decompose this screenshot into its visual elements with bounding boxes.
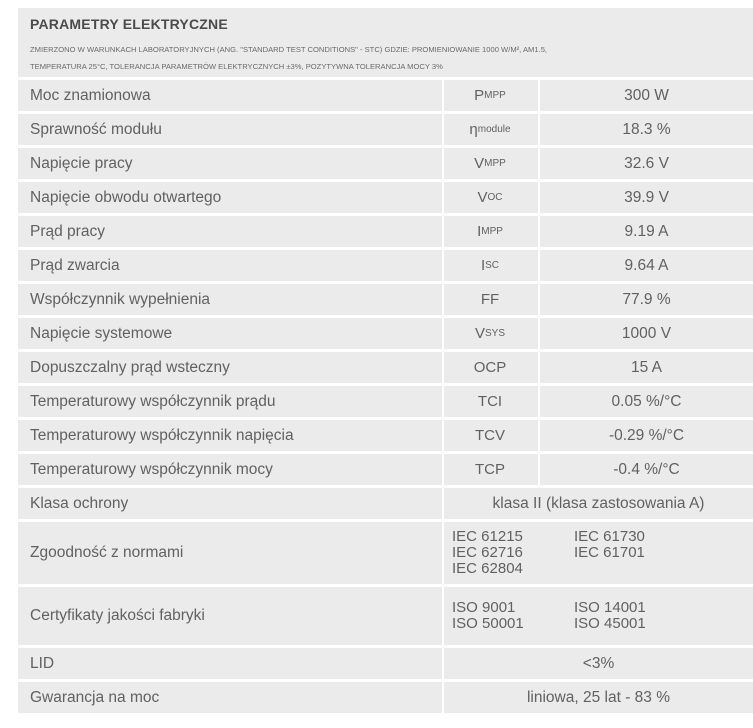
column-divider xyxy=(538,318,540,349)
parameter-label: Temperaturowy współczynnik prądu xyxy=(30,392,276,410)
parameter-symbol: FF xyxy=(480,291,500,308)
parameter-label: Prąd zwarcia xyxy=(30,256,120,274)
parameter-label: Współczynnik wypełnienia xyxy=(30,290,211,308)
parameter-value-list xyxy=(452,522,696,584)
parameter-row xyxy=(18,284,753,315)
parameter-label: LID xyxy=(30,654,55,672)
column-divider xyxy=(538,386,540,417)
column-divider xyxy=(442,488,444,519)
parameter-label: Napięcie pracy xyxy=(30,154,133,172)
parameter-row xyxy=(18,420,753,451)
parameter-row xyxy=(18,114,753,145)
column-divider xyxy=(442,250,444,281)
column-divider xyxy=(442,182,444,213)
value-item: ISO 45001 xyxy=(574,615,646,632)
column-divider xyxy=(442,648,444,679)
column-divider xyxy=(442,682,444,713)
parameter-label: Certyfikaty jakości fabryki xyxy=(30,607,205,624)
parameter-value: -0.4 %/°C xyxy=(613,460,680,478)
column-divider xyxy=(442,318,444,349)
column-divider xyxy=(442,386,444,417)
parameter-label: Temperaturowy współczynnik mocy xyxy=(30,460,273,478)
column-divider xyxy=(442,454,444,485)
column-divider xyxy=(442,114,444,145)
standards-row xyxy=(18,522,753,584)
parameter-value: 15 A xyxy=(630,358,663,376)
parameter-row xyxy=(18,454,753,485)
parameter-row xyxy=(18,250,753,281)
parameter-symbol: V OC xyxy=(477,189,503,206)
column-divider xyxy=(442,284,444,315)
parameter-label: Napięcie obwodu otwartego xyxy=(30,188,222,206)
parameter-value: -0.29 %/°C xyxy=(608,426,685,444)
column-divider xyxy=(538,250,540,281)
column-divider xyxy=(538,182,540,213)
parameter-symbol: V SYS xyxy=(474,325,506,342)
parameter-symbol: TCP xyxy=(475,461,505,478)
parameter-value: 18.3 % xyxy=(622,120,671,138)
column-divider xyxy=(442,587,444,645)
warranty-row xyxy=(18,682,753,713)
certificates-row xyxy=(18,587,753,645)
column-divider xyxy=(538,114,540,145)
parameter-value: <3% xyxy=(582,654,615,672)
parameter-row xyxy=(18,352,753,383)
parameter-row xyxy=(18,148,753,179)
column-divider xyxy=(442,80,444,111)
value-item: IEC 62716 xyxy=(452,544,523,561)
parameter-value: 9.64 A xyxy=(624,256,669,274)
parameter-symbol: OCP xyxy=(473,359,507,376)
parameter-value: 1000 V xyxy=(621,324,672,342)
parameter-symbol: I MPP xyxy=(477,223,503,240)
parameter-symbol: P MPP xyxy=(474,87,506,104)
parameter-label: Sprawność modułu xyxy=(30,120,162,138)
protection-class-row xyxy=(18,488,753,519)
value-item: ISO 9001 xyxy=(452,599,516,616)
column-divider xyxy=(538,420,540,451)
parameter-value: 0.05 %/°C xyxy=(611,392,682,410)
column-divider xyxy=(442,420,444,451)
parameter-label: Napięcie systemowe xyxy=(30,324,173,342)
parameter-symbol: η module xyxy=(469,121,511,138)
value-item: IEC 61215 xyxy=(452,528,523,545)
value-line xyxy=(452,529,696,545)
column-divider xyxy=(538,284,540,315)
value-item: ISO 14001 xyxy=(574,599,646,616)
lid-row xyxy=(18,648,753,679)
parameter-row xyxy=(18,318,753,349)
value-line xyxy=(452,600,696,616)
parameter-value-list xyxy=(452,587,696,645)
column-divider xyxy=(538,454,540,485)
value-line xyxy=(452,616,696,632)
value-line xyxy=(452,561,696,577)
parameter-symbol: TCI xyxy=(477,393,503,410)
column-divider xyxy=(442,216,444,247)
parameter-value: 300 W xyxy=(624,86,669,104)
value-line xyxy=(452,545,696,561)
parameter-label: Zgoodność z normami xyxy=(30,544,184,561)
value-item: IEC 61730 xyxy=(574,528,645,545)
parameter-value: klasa II (klasa zastosowania A) xyxy=(492,494,705,512)
parameter-row xyxy=(18,80,753,111)
parameter-label: Dopuszczalny prąd wsteczny xyxy=(30,358,230,376)
parameter-row xyxy=(18,216,753,247)
parameter-symbol: I SC xyxy=(480,257,500,274)
column-divider xyxy=(538,148,540,179)
parameter-value: liniowa, 25 lat - 83 % xyxy=(526,688,671,706)
parameter-value: 39.9 V xyxy=(624,188,669,206)
parameter-value: 32.6 V xyxy=(624,154,669,172)
parameter-value: 77.9 % xyxy=(622,290,671,308)
column-divider xyxy=(538,216,540,247)
parameter-label: Moc znamionowa xyxy=(30,86,151,104)
parameter-value: 9.19 A xyxy=(624,222,669,240)
section-title: PARAMETRY ELEKTRYCZNE xyxy=(30,16,228,32)
parameter-row xyxy=(18,182,753,213)
parameter-symbol: V MPP xyxy=(474,155,506,172)
parameter-label: Prąd pracy xyxy=(30,222,105,240)
parameter-label: Klasa ochrony xyxy=(30,494,129,512)
parameter-label: Temperaturowy współczynnik napięcia xyxy=(30,426,294,444)
section-header xyxy=(18,8,753,77)
value-item: IEC 61701 xyxy=(574,544,645,561)
parameter-row xyxy=(18,386,753,417)
test-conditions-note: ZMIERZONO W WARUNKACH LABORATORYJNYCH (ANG. "STANDARD TEST CONDITIONS" - STC) GDZIE: PROMIENIOWANIE 1000 W/M², AM1.5, TEMPERATURA 25°C, TOLERANCJA PARAMETRÓW ELEKTRYCZNYCH ±3%, POZYTYWNA TOLERANCJA MOCY 3% xyxy=(30,45,548,71)
column-divider xyxy=(442,522,444,584)
parameter-label: Gwarancja na moc xyxy=(30,688,160,706)
column-divider xyxy=(442,352,444,383)
value-item: ISO 50001 xyxy=(452,615,524,632)
parameter-symbol: TCV xyxy=(475,427,505,444)
value-item: IEC 62804 xyxy=(452,560,523,577)
column-divider xyxy=(538,80,540,111)
column-divider xyxy=(442,148,444,179)
column-divider xyxy=(538,352,540,383)
